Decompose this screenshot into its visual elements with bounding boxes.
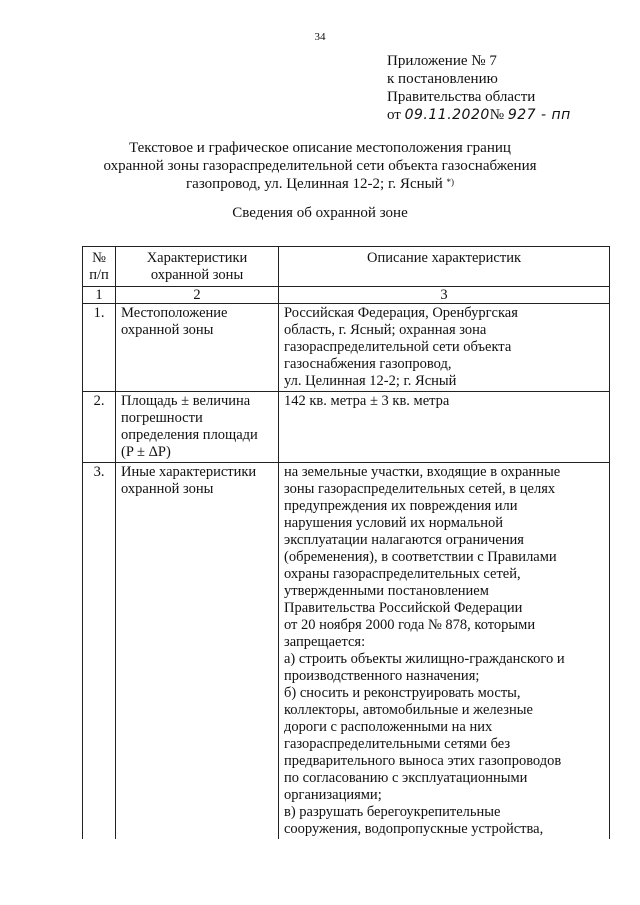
row-description: 142 кв. метра ± 3 кв. метра	[279, 392, 610, 463]
title-line-text: газопровод, ул. Целинная 12-2; г. Ясный	[186, 176, 443, 192]
column-number: 2	[116, 287, 279, 304]
row-number: 3.	[83, 463, 116, 840]
header-description: Описание характеристик	[279, 247, 610, 287]
footnote-mark: *)	[446, 177, 454, 187]
row-number: 2.	[83, 392, 116, 463]
section-subtitle: Сведения об охранной зоне	[232, 205, 408, 221]
handwritten-date: 09.11.2020	[404, 107, 490, 123]
column-number-row	[83, 287, 610, 304]
appendix-date-line	[387, 106, 571, 124]
table-row	[83, 392, 610, 463]
title-line: охранной зоны газораспределительной сети объекта газоснабжения	[103, 158, 537, 174]
column-number: 1	[83, 287, 116, 304]
row-description: на земельные участки, входящие в охранные зоны газораспределительных сетей, в целях предупреждения их повреждения или нарушения условий их нормальной эксплуатации налагаются ограничения (обременения), в соответствии с Правилами охраны газораспределительных сетей, утвержденными постановлением Правительства Российской Федерации от 20 ноября 2000 года № 878, которыми запрещается: а) строить объекты жилищно-гражданского и производственного назначения; б) сносить и реконструировать мосты, коллекторы, автомобильные и железные дороги с расположенными на них газораспределительными сетями без предварительного выноса этих газопроводов по согласованию с эксплуатационными организациями; в) разрушать берегоукрепительные сооружения, водопропускные устройства,	[279, 463, 610, 840]
appendix-line: Правительства области	[387, 89, 536, 105]
row-characteristic: Иные характеристики охранной зоны	[116, 463, 279, 840]
appendix-line: Приложение № 7	[387, 53, 497, 69]
row-number: 1.	[83, 304, 116, 392]
appendix-block	[387, 52, 571, 124]
document-title	[0, 139, 640, 193]
row-description: Российская Федерация, Оренбургская область, г. Ясный; охранная зона газораспределительной сети объекта газоснабжения газопровод, ул. Целинная 12-2; г. Ясный	[279, 304, 610, 392]
page-number: 34	[314, 31, 326, 43]
row-characteristic: Площадь ± величина погрешности определения площади (P ± ΔP)	[116, 392, 279, 463]
title-line	[0, 175, 640, 193]
table-row	[83, 304, 610, 392]
header-characteristic: Характеристики охранной зоны	[116, 247, 279, 287]
zone-info-table	[82, 246, 610, 839]
number-prefix: №	[489, 107, 508, 123]
table-row	[83, 463, 610, 840]
header-number: № п/п	[83, 247, 116, 287]
date-prefix: от	[387, 107, 405, 123]
handwritten-number: 927 - пп	[507, 107, 571, 123]
row-characteristic: Местоположение охранной зоны	[116, 304, 279, 392]
appendix-line: к постановлению	[387, 71, 498, 87]
table-header-row	[83, 247, 610, 287]
column-number: 3	[279, 287, 610, 304]
title-line: Текстовое и графическое описание местоположения границ	[129, 140, 511, 156]
